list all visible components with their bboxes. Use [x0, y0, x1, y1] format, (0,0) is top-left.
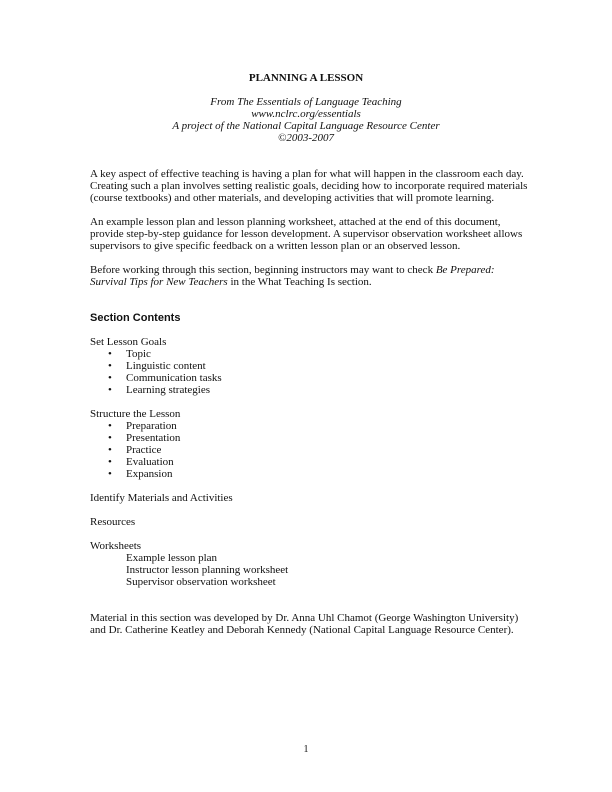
- main-content: [90, 168, 530, 648]
- list-item-text: Evaluation: [126, 456, 174, 468]
- list-item: [90, 372, 530, 384]
- list-item: [90, 384, 530, 396]
- list-item-text: Expansion: [126, 468, 173, 480]
- list-item-text: Presentation: [126, 432, 181, 444]
- structure-label: Structure the Lesson: [90, 408, 181, 420]
- credits-paragraph: Material in this section was developed by Dr. Anna Uhl Chamot (George Washington University) and Dr. Catherine Keatley and Deborah Kennedy (National Capital Language Resource Center).: [90, 612, 519, 636]
- list-item-text: Communication tasks: [126, 372, 222, 384]
- list-item: [90, 432, 530, 444]
- bullet-icon: •: [108, 348, 112, 360]
- source-line-url: www.nclrc.org/essentials: [251, 108, 361, 120]
- identify-materials-item: Identify Materials and Activities: [90, 492, 233, 504]
- list-item: [90, 468, 530, 480]
- worksheets-list: [90, 552, 530, 588]
- source-line-copyright: ©2003-2007: [277, 132, 335, 144]
- intro-paragraph-3-end: in the What Teaching Is section.: [227, 276, 372, 288]
- intro-paragraph-3-start: Before working through this section, beginning instructors may want to check: [90, 264, 436, 276]
- source-block: [0, 96, 612, 144]
- page-number: 1: [303, 744, 309, 755]
- list-item-text: Preparation: [126, 420, 177, 432]
- bullet-icon: •: [108, 360, 112, 372]
- list-item-text: Topic: [126, 348, 151, 360]
- source-line-project: A project of the National Capital Language Resource Center: [172, 120, 440, 132]
- document-title: PLANNING A LESSON: [248, 72, 364, 84]
- list-item: [90, 456, 530, 468]
- list-item: [90, 420, 530, 432]
- list-item: Instructor lesson planning worksheet: [126, 564, 289, 576]
- section-contents-heading: Section Contents: [90, 312, 181, 324]
- set-goals-list: [90, 348, 530, 396]
- intro-paragraph-1: A key aspect of effective teaching is having a plan for what will happen in the classroom each day. Creating such a plan involves setting realistic goals, deciding how to incorporate required materials (course textbooks) and other materials, and developing activities that will promote learning.: [90, 168, 528, 204]
- bullet-icon: •: [108, 444, 112, 456]
- bullet-icon: •: [108, 420, 112, 432]
- list-item: [90, 444, 530, 456]
- worksheets-label: Worksheets: [90, 540, 142, 552]
- structure-list: [90, 420, 530, 480]
- bullet-icon: •: [108, 384, 112, 396]
- intro-paragraph-3: [90, 264, 530, 288]
- bullet-icon: •: [108, 468, 112, 480]
- list-item-text: Practice: [126, 444, 162, 456]
- resources-item: Resources: [90, 516, 136, 528]
- intro-paragraph-2: An example lesson plan and lesson planning worksheet, attached at the end of this document, provide step-by-step guidance for lesson development. A supervisor observation worksheet allows supervisors to give specific feedback on a written lesson plan or an observed lesson.: [90, 216, 523, 252]
- list-item: [90, 360, 530, 372]
- list-item-text: Learning strategies: [126, 384, 210, 396]
- source-line-book: From The Essentials of Language Teaching: [210, 96, 402, 108]
- bullet-icon: •: [108, 456, 112, 468]
- list-item: Supervisor observation worksheet: [126, 576, 276, 588]
- list-item: [90, 348, 530, 360]
- bullet-icon: •: [108, 372, 112, 384]
- bullet-icon: •: [108, 432, 112, 444]
- list-item-text: Linguistic content: [126, 360, 206, 372]
- set-goals-label: Set Lesson Goals: [90, 336, 167, 348]
- intro-paragraph-3-italic: Be Prepared: Survival Tips for New Teachers: [90, 264, 495, 288]
- list-item: Example lesson plan: [126, 552, 218, 564]
